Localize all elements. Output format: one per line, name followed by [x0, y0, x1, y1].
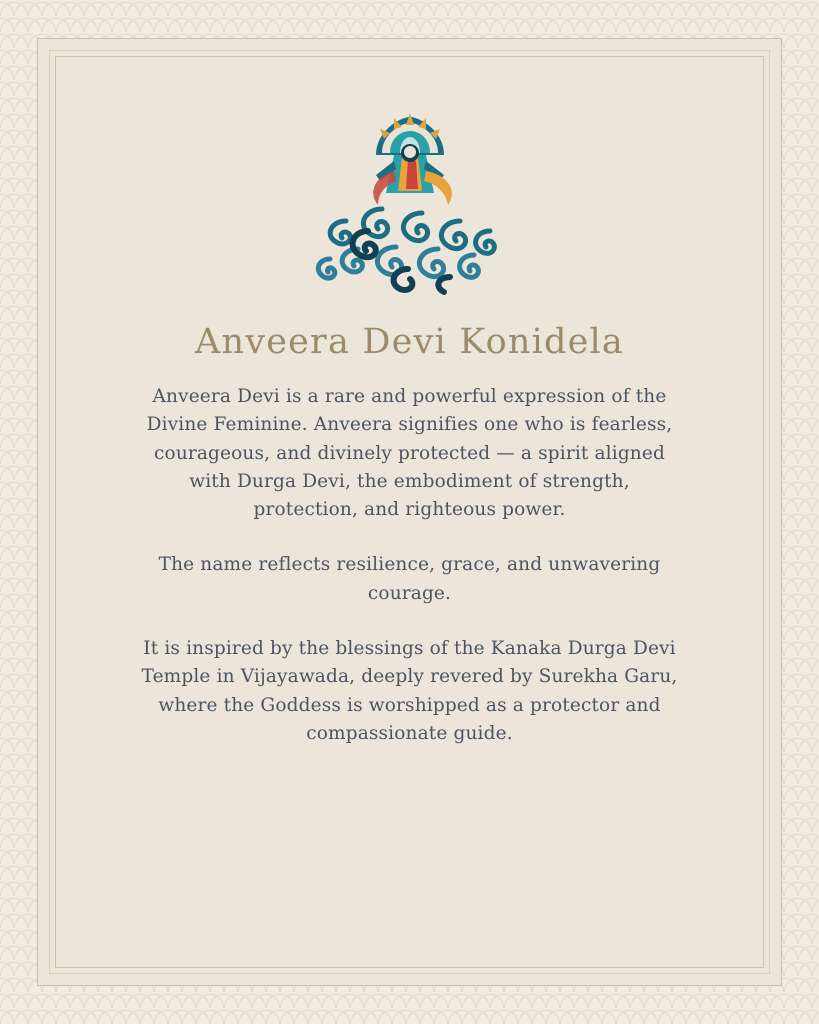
page-title: Anveera Devi Konidela	[195, 322, 624, 362]
paragraph-1: Anveera Devi is a rare and powerful expression of the Divine Feminine. Anveera signifies one who is fearless, courageous, and divinely protected — a spirit aligned with Durga Devi, the embodiment of strength, protection, and righteous power.	[146, 386, 673, 521]
certificate-card	[37, 38, 782, 986]
body-text	[98, 383, 721, 748]
card-content	[38, 39, 781, 985]
durga-devi-waves-emblem	[290, 109, 530, 299]
paragraph-2: The name reflects resilience, grace, and unwavering courage.	[158, 554, 661, 604]
paragraph-3: It is inspired by the blessings of the Kanaka Durga Devi Temple in Vijayawada, deeply revered by Surekha Garu, where the Goddess is worshipped as a protector and compassionate guide.	[141, 638, 678, 744]
